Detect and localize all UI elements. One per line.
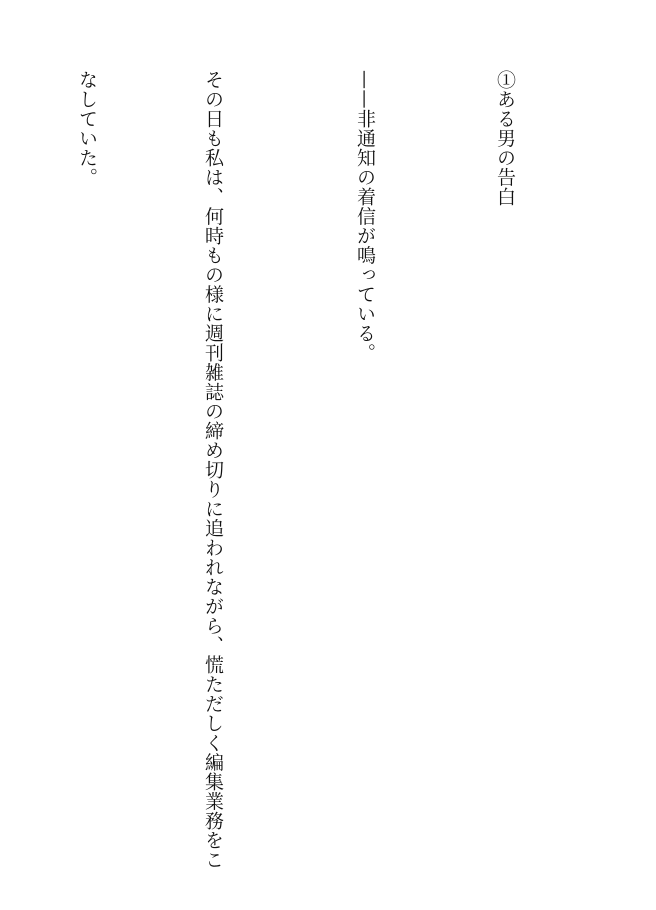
paragraph-line: その日も私は、何時もの様に週刊雑誌の締め切りに追われながら、慌ただしく編集業務をこ <box>202 70 224 870</box>
vertical-text-block <box>0 70 610 870</box>
paragraph-line: ——非通知の着信が鳴っている。 <box>354 70 376 363</box>
paragraph-line: なしていた。 <box>76 70 98 187</box>
chapter-title: ①ある男の告白 <box>494 70 516 207</box>
